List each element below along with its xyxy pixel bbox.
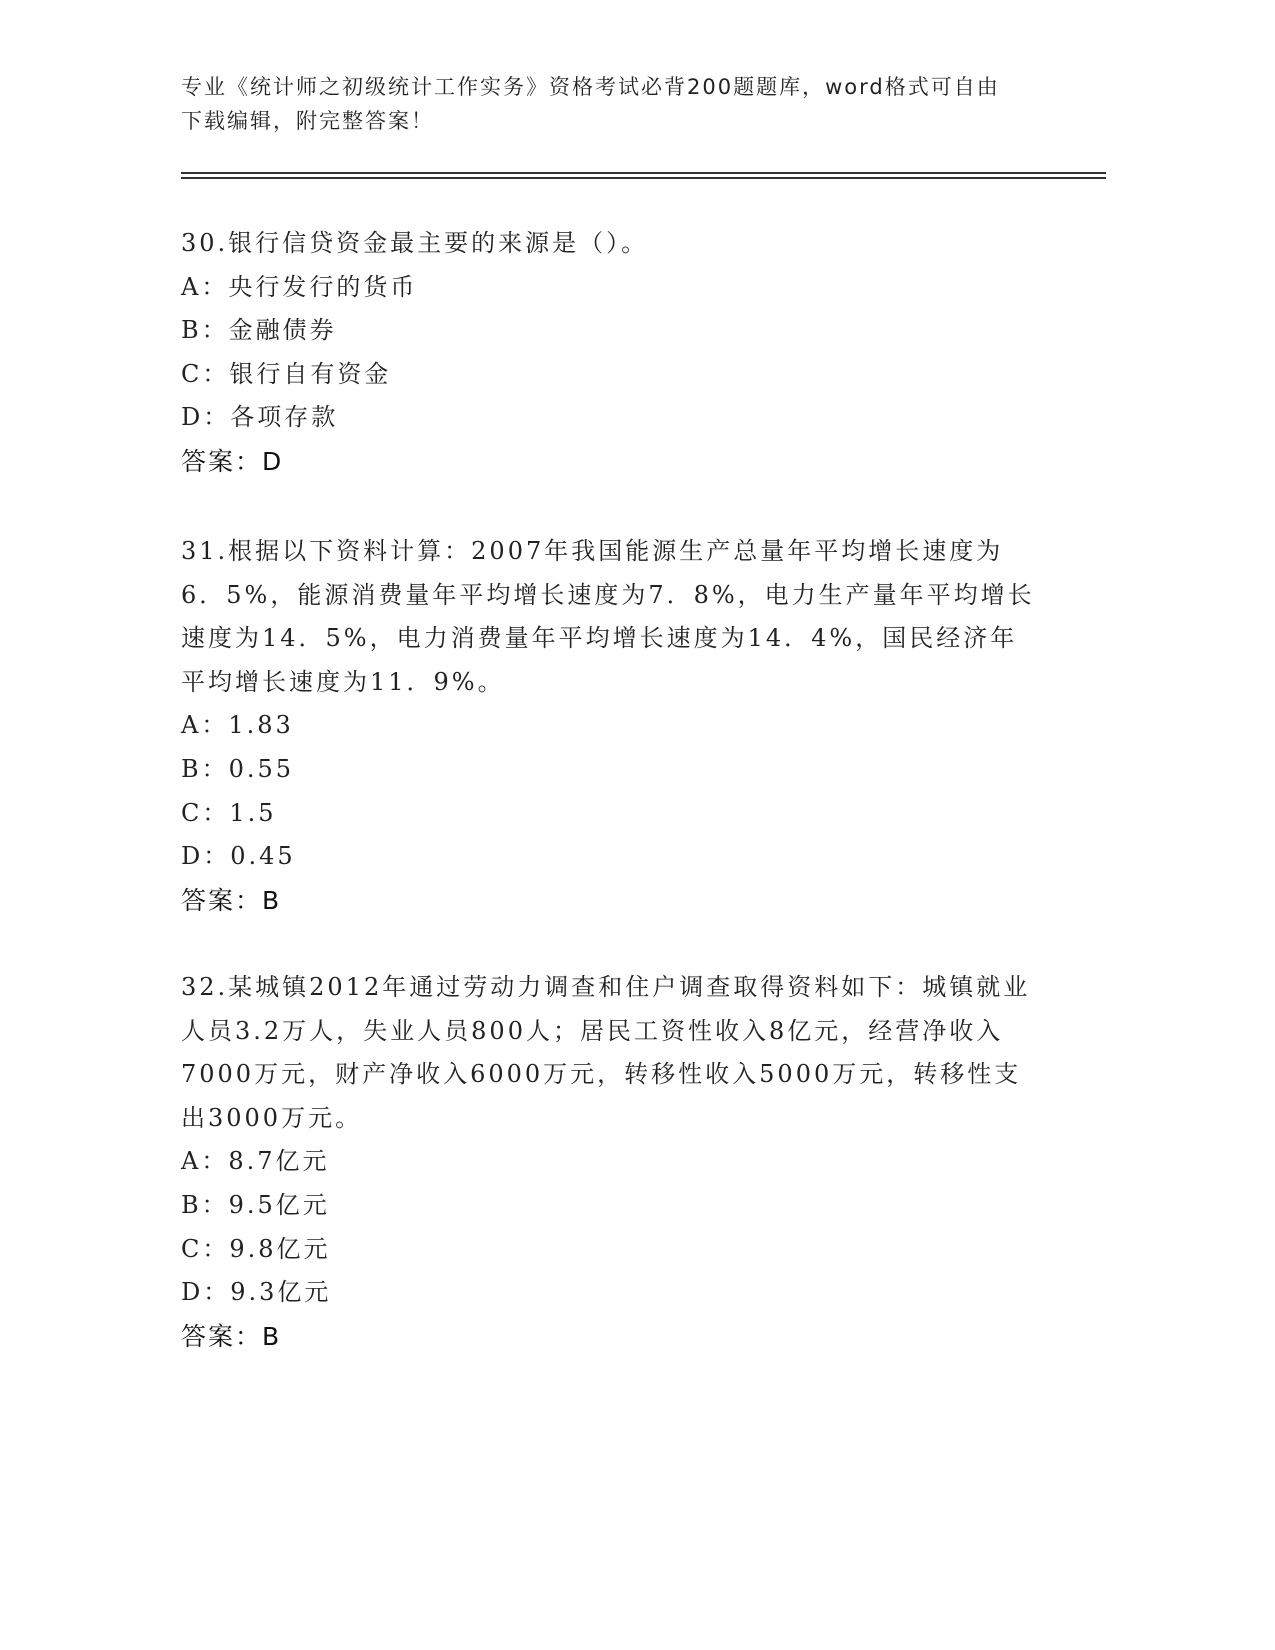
option-d: D：各项存款	[181, 403, 339, 432]
option-b: B：9.5亿元	[181, 1190, 330, 1219]
option-d: D：9.3亿元	[181, 1278, 332, 1307]
answer: 答案：B	[181, 1321, 282, 1351]
header-rule-top	[181, 172, 1106, 174]
answer: 答案：D	[181, 446, 284, 476]
option-c: C：9.8亿元	[181, 1234, 331, 1263]
answer: 答案：B	[181, 885, 282, 915]
question-32	[181, 966, 1041, 1358]
document-header: 专业《统计师之初级统计工作实务》资格考试必背200题题库，word格式可自由 下载编辑，附完整答案！	[181, 75, 1000, 133]
option-a: A：8.7亿元	[181, 1147, 330, 1176]
question-text: 32.某城镇2012年通过劳动力调查和住户调查取得资料如下：城镇就业人员3.2万人，失业人员800人；居民工资性收入8亿元，经营净收入7000万元，财产净收入6000万元，转移性收入5000万元，转移性支出3000万元。	[181, 973, 1031, 1132]
header-rule-bottom	[181, 177, 1106, 179]
option-b: B：0.55	[181, 754, 295, 783]
question-30	[181, 222, 1041, 484]
option-d: D：0.45	[181, 842, 296, 871]
option-c: C：1.5	[181, 798, 277, 827]
question-text: 30.银行信贷资金最主要的来源是（）。	[181, 229, 649, 257]
option-a: A：1.83	[181, 711, 294, 740]
option-a: A：央行发行的货币	[181, 272, 418, 301]
option-c: C：银行自有资金	[181, 359, 392, 388]
question-31	[181, 530, 1041, 922]
option-b: B：金融债券	[181, 316, 337, 345]
question-text: 31.根据以下资料计算：2007年我国能源生产总量年平均增长速度为6．5%，能源消费量年平均增长速度为7．8%，电力生产量年平均增长速度为14．5%，电力消费量年平均增长速度为14．4%，国民经济年平均增长速度为11．9%。	[181, 537, 1035, 696]
